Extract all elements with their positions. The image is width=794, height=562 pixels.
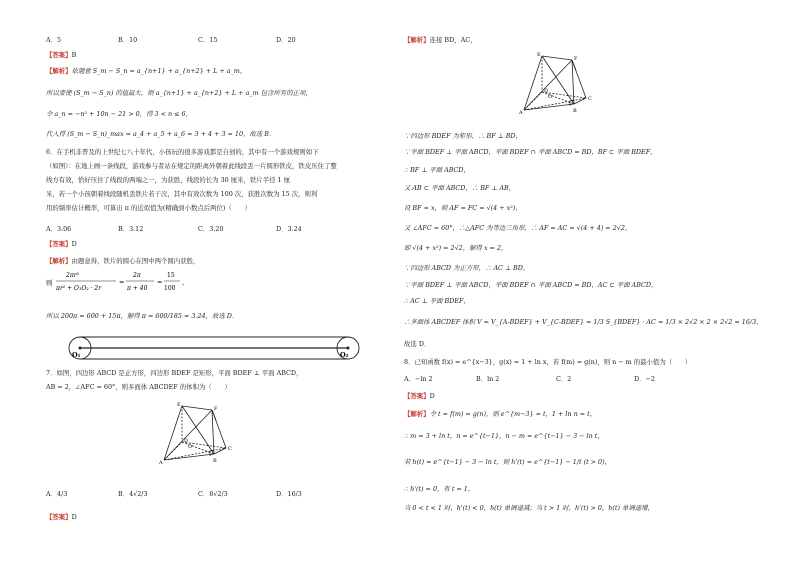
q6-text-1: 6．在手机非普及的上世纪七八十年代，小孩玩的很多游戏都是自创的，其中有一个游戏规则如下 [46,148,319,156]
segment-circles-figure [66,335,366,361]
q6-text-4: 米，若一个小孩朝着线段随机丢铁片若干次，其中有效次数为 100 次，获胜次数为 15 次，则利 [46,190,318,198]
q8-analysis-line: 若 h(t) = e^{t−1} − 3 − ln t，则 h'(t) = e^{t−1} − 1/t (t > 0)， [404,458,612,466]
q7-option-a: A．4/3 [46,490,68,498]
fraction-2-denominator: π + 40 [127,285,148,292]
q8-option-a: A．−ln 2 [404,375,433,383]
q6-option-b: B．3.12 [118,225,144,233]
analysis-line: ∵四边形 BDEF 为矩形，∴ BF ⊥ BD， [404,132,522,140]
q5-option-c: C．15 [198,36,218,44]
label-d: D [544,88,549,94]
q7-text-1: 7．如图，四边形 ABCD 是正方形，四边形 BDEF 是矩形，平面 BDEF ⊥ 平面 ABCD， [46,369,303,377]
label-f: F [574,56,578,62]
answer-value: B [71,51,77,59]
answer-tag: 【答案】 [46,513,72,521]
answer-tag: 【答案】 [46,51,72,59]
analysis-text: 令 t = f(m) = g(n)，则 e^{m−3} = t，1 + ln n = t， [429,410,597,418]
q7-answer [46,513,77,521]
fraction-1-denominator: πr² + O₁O₂ · 2r [56,285,102,292]
q5-analysis-1 [46,67,246,75]
fraction-2-numerator: 2π [133,272,141,279]
q5-analysis-4: 代入得 (S_m − S_n)_max = a_4 + a_5 + a_6 = 3 + 4 + 3 = 10，故选 B． [46,130,276,138]
q5-option-d: D．20 [276,36,296,44]
analysis-tag: 【解析】 [46,67,72,75]
answer-tag: 【答案】 [46,240,72,248]
label-o1: O₁ [72,351,81,359]
formula-prefix: 则 [46,279,53,287]
label-a: A [519,110,523,116]
label-b: B [573,108,577,114]
q6-analysis-2: 所以 200π = 600 + 15π，解得 π = 600/185 ≈ 3.24，故选 D． [46,312,239,320]
q7-text-2: AB = 2，∠AFC = 60°，则多面体 ABCDEF 的体积为（ ） [46,383,231,391]
fraction-3-denominator: 100 [164,285,176,292]
label-c: C [228,446,232,452]
analysis-text: 由题意得，铁片的圆心在图中两个圆内获胜， [71,257,200,265]
q7-option-b: B．4√2/3 [118,490,148,498]
analysis-line: ∴ BF ⊥ 平面 ABCD， [404,166,470,174]
analysis-line: 设 BF = x，则 AF = FC = √(4 + x²)， [404,204,522,212]
analysis-text: 连接 BD，AC， [429,36,477,44]
analysis-line: ∴多面体 ABCDEF 体积 V = V_{A-BDEF} + V_{C-BDEF} = 1/3 S_{BDEF} · AC = 1/3 × 2√2 × 2 × 2√2 = 16/3， [404,318,763,326]
label-a: A [159,460,163,466]
analysis-line: ∵四边形 ABCD 为正方形，∴ AC ⊥ BD， [404,264,530,272]
q5-answer [46,51,76,59]
q7-option-c: C．8√2/3 [198,490,228,498]
q8-option-c: C．2 [556,375,572,383]
q6-probability-formula [46,268,246,296]
q6-answer [46,240,77,248]
analysis-tag: 【解析】 [404,410,430,418]
label-f: F [214,406,218,412]
analysis-line: ∵平面 BDEF ⊥ 平面 ABCD，平面 BDEF ∩ 平面 ABCD = BD，AC ⊂ 平面 ABCD， [404,281,658,289]
polyhedron-figure-left [158,400,244,472]
q8-analysis-line: ∴ m = 3 + ln t，n = e^{t−1}，n − m = e^{t−1} − 3 − ln t， [404,432,604,440]
analysis-line: 即 √(4 + x²) = 2√2，解得 x = 2， [404,244,508,252]
analysis-line: ∴ AC ⊥ 平面 BDEF， [404,297,470,305]
polyhedron-figure-right [518,50,604,122]
q5-option-a: A．5 [46,36,62,44]
fraction-3-numerator: 15 [167,272,175,279]
analysis-text: 依题意 S_m − S_n = a_{n+1} + a_{n+2} + L + a_m， [71,67,247,75]
label-e: E [177,402,181,408]
analysis-tag: 【解析】 [46,257,72,265]
fraction-1-numerator: 2πr² [66,272,80,279]
analysis-tag: 【解析】 [404,36,430,44]
q6-option-d: D．3.24 [276,225,302,233]
answer-value: D [71,513,77,521]
q8-option-b: B．ln 2 [476,375,500,383]
analysis-line: 故选 D． [404,340,431,348]
analysis-line: 又 AB ⊂ 平面 ABCD，∴ BF ⊥ AB， [404,184,516,192]
svg-text:，: ， [182,278,189,286]
q5-analysis-2: 所以要使 (S_m − S_n) 的值最大，则 a_{n+1} + a_{n+2} + L + a_m 包含所有的正项， [46,89,312,97]
q6-text-2: （如图）：在地上画一条线段，游戏参与者站在规定的距离外朝着此线段丢一片圆形铁皮，铁皮压住了整 [46,162,337,170]
q8-analysis-1 [404,410,596,418]
q6-text-3: 线方有效，恰好压住了线段的两端之一，为获胜，线段的长为 30 厘米，铁片半径 1 厘 [46,176,290,184]
label-d: D [184,438,189,444]
label-b: B [213,458,217,464]
analysis-line: ∵平面 BDEF ⊥ 平面 ABCD，平面 BDEF ∩ 平面 ABCD = BD，BF ⊂ 平面 BDEF， [404,148,657,156]
q8-text: 8．已知函数 f(x) = e^{x−3}，g(x) = 1 + ln x，若 f(m) = g(n)，则 n − m 的最小值为（ ） [404,358,692,366]
label-o2: O₂ [340,351,349,359]
answer-tag: 【答案】 [404,392,430,400]
q5-analysis-3: 令 a_n = −n² + 10n − 21 > 0，得 3 < n ≤ 6， [46,110,192,118]
answer-value: D [71,240,77,248]
right-column [404,0,763,562]
q6-text-5: 用的频率估计概率，可算出 π 的近似值为(精确到小数点后两位)（ ） [46,204,251,212]
q7-analysis-intro [404,36,476,44]
label-o: O [548,94,553,100]
q6-option-c: C．3.20 [198,225,224,233]
q8-analysis-line: ∴ h'(t) = 0，有 t = 1， [404,485,475,493]
analysis-line: 又 ∠AFC = 60°，∴△AFC 为等边三角形，∴ AF = AC = √(4 + 4) = 2√2， [404,224,632,232]
q6-analysis-1 [46,257,199,265]
q8-option-d: D．−2 [634,375,655,383]
label-o: O [188,444,193,450]
answer-value: D [429,392,435,400]
q8-answer [404,392,435,400]
q6-option-a: A．3.06 [46,225,72,233]
q8-analysis-line: 当 0 < t < 1 时，h'(t) < 0，h(t) 单调递减；当 t > 1 时，h'(t) > 0，h(t) 单调递增， [404,504,654,512]
label-c: C [588,96,592,102]
svg-text:=: = [119,278,125,286]
q7-option-d: D．16/3 [276,490,302,498]
svg-text:=: = [157,278,163,286]
q5-option-b: B．10 [118,36,138,44]
label-e: E [537,52,541,58]
left-column [46,0,376,562]
